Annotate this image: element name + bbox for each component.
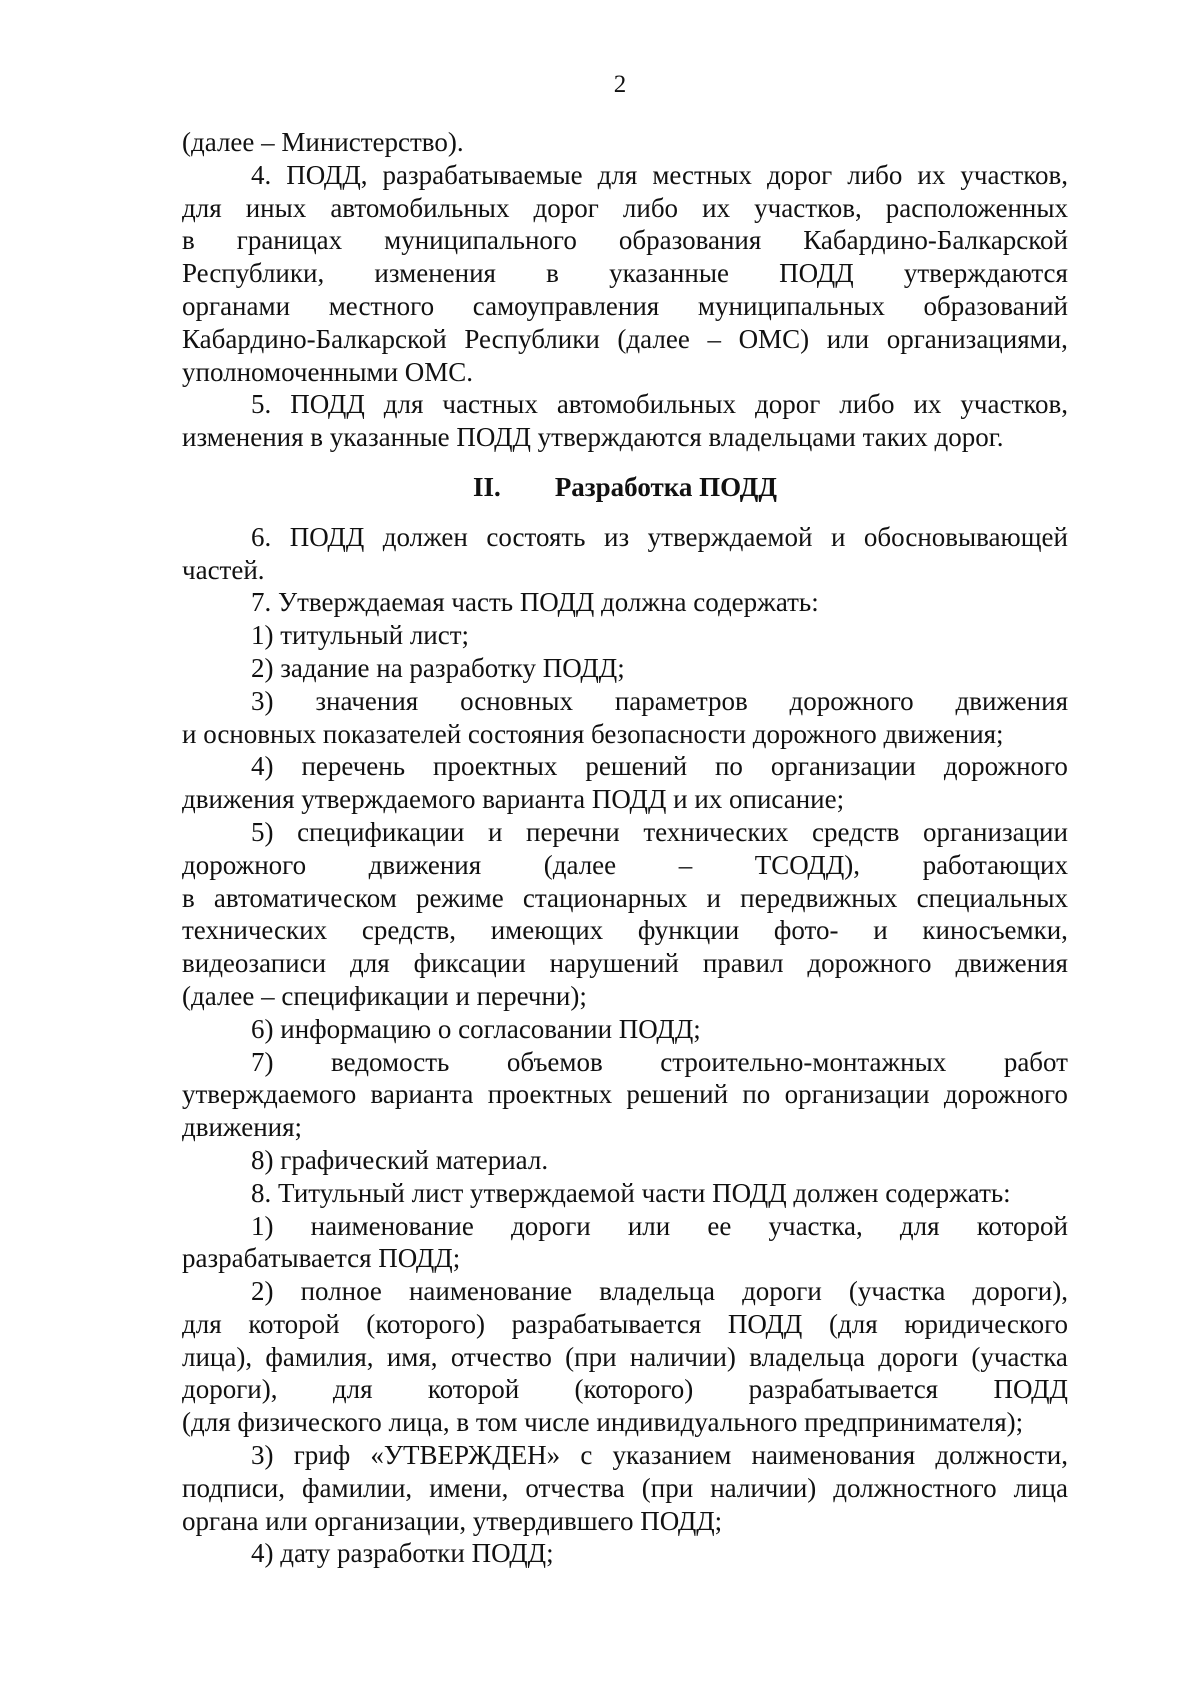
text-line: подписи, фамилии, имени, отчества (при наличии) должностного лица: [182, 1472, 1068, 1503]
text-line: 4) дату разработки ПОДД;: [251, 1538, 554, 1569]
text-line: органами местного самоуправления муниципальных образований: [182, 290, 1068, 321]
text-line: в границах муниципального образования Кабардино-Балкарской: [182, 225, 1068, 256]
text-line: изменения в указанные ПОДД утверждаются владельцами таких дорог.: [182, 422, 1004, 453]
text-line: лица), фамилия, имя, отчество (при наличии) владельца дороги (участка: [182, 1341, 1068, 1372]
text-line: 6) информацию о согласовании ПОДД;: [251, 1013, 701, 1044]
text-line: в автоматическом режиме стационарных и передвижных специальных: [182, 882, 1068, 913]
text-line: 4. ПОДД, разрабатываемые для местных дорог либо их участков,: [251, 159, 1068, 190]
text-line: 6. ПОДД должен состоять из утверждаемой и обосновывающей: [251, 521, 1068, 552]
text-line: (далее – Министерство).: [182, 127, 464, 157]
text-line: частей.: [182, 554, 265, 585]
text-line: технических средств, имеющих функции фото- и киносъемки,: [182, 915, 1068, 946]
text-line: и основных показателей состояния безопасности дорожного движения;: [182, 718, 1004, 749]
text-line: 8. Титульный лист утверждаемой части ПОДД должен содержать:: [251, 1177, 1011, 1208]
page-number: 2: [613, 71, 627, 98]
text-line: (для физического лица, в том числе индивидуального предпринимателя);: [182, 1407, 1024, 1438]
text-line: видеозаписи для фиксации нарушений правил дорожного движения: [182, 948, 1068, 979]
text-line: для которой (которого) разрабатывается ПОДД (для юридического: [182, 1308, 1068, 1339]
text-line: 3) значения основных параметров дорожного движения: [251, 685, 1068, 716]
text-line: 7) ведомость объемов строительно-монтажных работ: [251, 1046, 1068, 1077]
text-line: 3) гриф «УТВЕРЖДЕН» с указанием наименования должности,: [251, 1440, 1068, 1471]
text-line: утверждаемого варианта проектных решений по организации дорожного: [182, 1079, 1068, 1110]
text-line: 1) титульный лист;: [251, 620, 470, 651]
text-line: движения утверждаемого варианта ПОДД и их описание;: [182, 784, 845, 815]
text-line: движения;: [182, 1112, 303, 1143]
text-line: 8) графический материал.: [251, 1144, 549, 1175]
text-line: 2) задание на разработку ПОДД;: [251, 652, 625, 683]
text-line: 2) полное наименование владельца дороги (участка дороги),: [251, 1276, 1068, 1307]
section-title: Разработка ПОДД: [554, 471, 777, 502]
text-line: дорожного движения (далее – ТСОДД), работающих: [182, 849, 1068, 880]
text-line: для иных автомобильных дорог либо их участков, расположенных: [182, 192, 1068, 223]
text-line: Кабардино-Балкарской Республики (далее – ОМС) или организациями,: [182, 323, 1068, 354]
document-body: [182, 126, 1068, 1570]
section-number: II.: [473, 471, 501, 502]
text-line: 1) наименование дороги или ее участка, для которой: [251, 1210, 1068, 1241]
text-line: Республики, изменения в указанные ПОДД утверждаются: [182, 258, 1068, 289]
text-block-before: [182, 126, 1068, 454]
text-line: 4) перечень проектных решений по организации дорожного: [251, 751, 1068, 782]
text-line: органа или организации, утвердившего ПОДД;: [182, 1505, 723, 1536]
text-line: уполномоченными ОМС.: [182, 356, 474, 387]
text-block-after: [182, 521, 1068, 1571]
text-line: дороги), для которой (которого) разрабатывается ПОДД: [182, 1374, 1068, 1405]
text-line: 7. Утверждаемая часть ПОДД должна содержать:: [251, 587, 819, 618]
text-line: (далее – спецификации и перечни);: [182, 980, 587, 1011]
text-line: разрабатывается ПОДД;: [182, 1243, 461, 1274]
text-line: 5) спецификации и перечни технических средств организации: [251, 816, 1068, 847]
section-heading: [182, 471, 1068, 504]
text-line: 5. ПОДД для частных автомобильных дорог либо их участков,: [251, 389, 1068, 420]
